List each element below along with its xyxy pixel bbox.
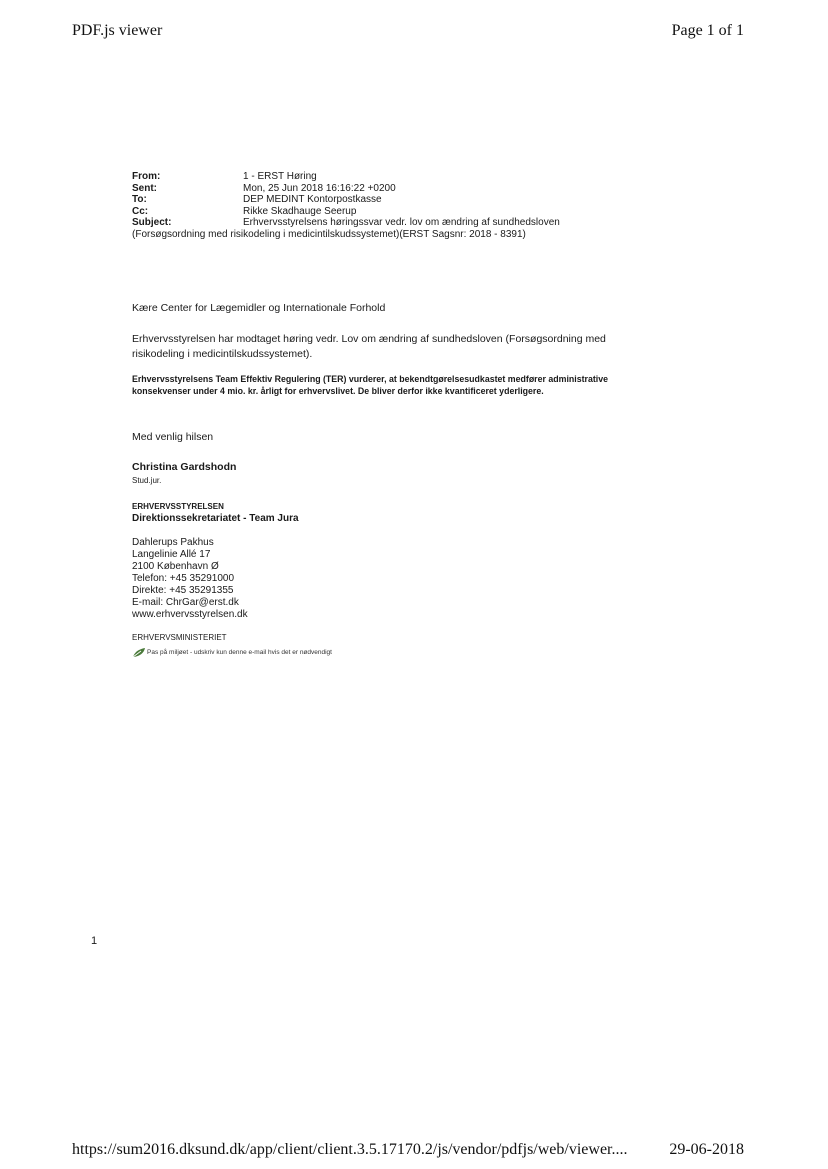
environment-note [132,647,332,658]
address-line: 2100 København Ø [132,561,219,572]
signature-title: Stud.jur. [132,476,162,485]
website-line: www.erhvervsstyrelsen.dk [132,609,248,620]
to-row [132,194,632,206]
viewer-title: PDF.js viewer [72,22,163,39]
from-value: 1 - ERST Høring [243,171,317,182]
cc-label: Cc: [132,205,149,217]
subject-value: Erhvervsstyrelsens høringssvar vedr. lov om ændring af sundhedsloven [243,217,560,228]
print-footer [72,1141,744,1159]
page-number: 1 [91,935,98,947]
ministry-name: ERHVERVSMINISTERIET [132,633,227,642]
footer-url: https://sum2016.dksund.dk/app/client/client.3.5.17170.2/js/vendor/pdfjs/web/viewer.... [72,1141,628,1158]
footer-date: 29-06-2018 [669,1141,744,1158]
body-paragraph-2: Erhvervsstyrelsens Team Effektiv Regulering (TER) vurderer, at bekendtgørelsesudkastet medfører administrative konsekvenser under 4 mio. kr. årligt for erhvervslivet. De bliver derfor ikke kvantificeret yderligere. [132,374,609,396]
from-row [132,171,632,183]
sent-row [132,183,632,195]
cc-row [132,206,632,218]
email-header [132,171,632,240]
subject-label: Subject: [132,217,172,228]
subject-row [132,217,632,229]
to-value: DEP MEDINT Kontorpostkasse [243,194,382,205]
address-line: Dahlerups Pakhus [132,537,214,548]
leaf-icon [132,647,146,658]
closing: Med venlig hilsen [132,431,214,443]
email-line: E-mail: ChrGar@erst.dk [132,597,239,608]
from-label: From: [132,171,161,182]
signature-dept: Direktionssekretariatet - Team Jura [132,513,299,524]
signature-org: ERHVERVSSTYRELSEN [132,502,224,511]
print-header [72,22,744,40]
phone-line: Telefon: +45 35291000 [132,573,235,584]
signature-address [132,537,248,621]
direct-phone-line: Direkte: +45 35291355 [132,585,234,596]
subject-continuation: (Forsøgsordning med risikodeling i medicintilskudssystemet)(ERST Sagsnr: 2018 - 8391) [132,228,526,240]
to-label: To: [132,194,147,205]
cc-value: Rikke Skadhauge Seerup [243,205,357,217]
page-count: Page 1 of 1 [671,22,744,39]
sent-label: Sent: [132,182,157,194]
signature-name: Christina Gardshodn [132,461,237,473]
address-line: Langelinie Allé 17 [132,549,211,560]
sent-value: Mon, 25 Jun 2018 16:16:22 +0200 [243,182,396,194]
environment-note-text: Pas på miljøet - udskriv kun denne e-mail hvis det er nødvendigt [147,649,332,656]
greeting: Kære Center for Lægemidler og Internationale Forhold [132,302,386,314]
body-paragraph-1: Erhvervsstyrelsen har modtaget høring vedr. Lov om ændring af sundhedsloven (Forsøgsordning med risikodeling i medicintilskudssystemet). [132,333,606,360]
